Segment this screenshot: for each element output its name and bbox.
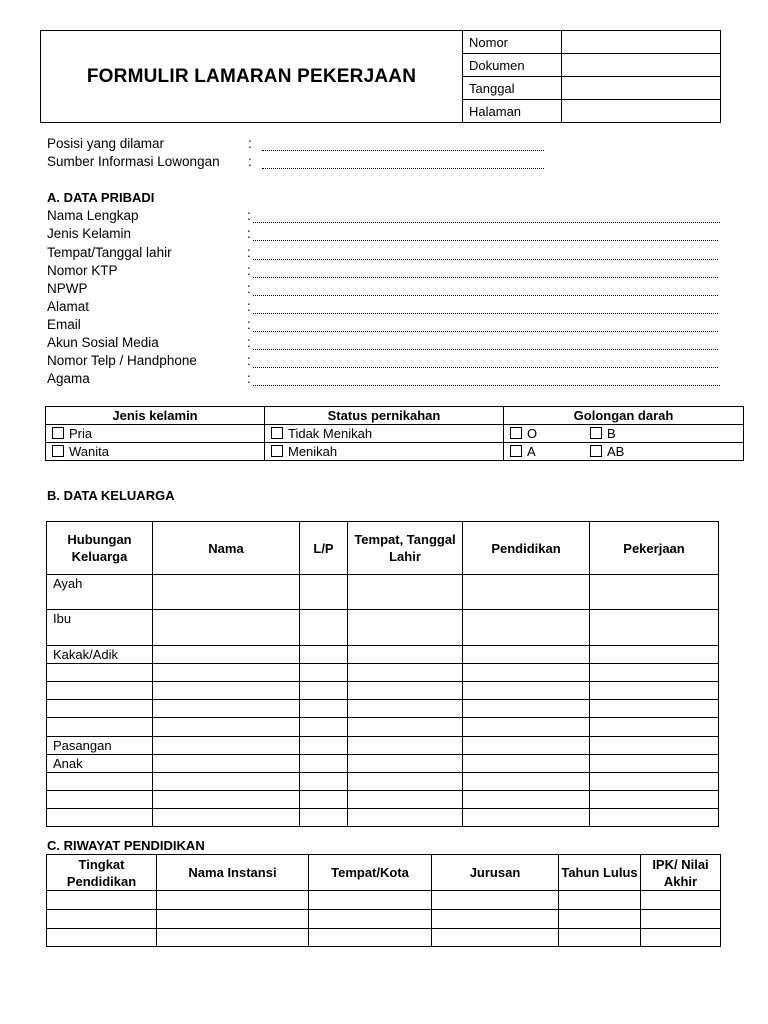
family-row-label: Anak	[47, 755, 153, 773]
education-header-ipk: IPK/ Nilai Akhir	[641, 855, 721, 891]
table-cell[interactable]	[463, 575, 590, 610]
table-row	[47, 891, 721, 910]
table-cell[interactable]	[300, 700, 348, 718]
table-cell[interactable]	[559, 910, 641, 929]
table-cell[interactable]	[463, 809, 590, 827]
field-input-email[interactable]	[253, 330, 718, 332]
education-header-instansi: Nama Instansi	[157, 855, 309, 891]
table-cell[interactable]	[153, 773, 300, 791]
table-row	[47, 929, 721, 947]
form-title: FORMULIR LAMARAN PEKERJAAN	[41, 31, 463, 123]
table-cell[interactable]	[641, 929, 721, 947]
family-row-label	[47, 664, 153, 682]
table-cell[interactable]	[641, 891, 721, 910]
option-pria[interactable]	[46, 425, 265, 443]
field-label-posisi: Posisi yang dilamar	[47, 136, 165, 151]
option-label: B	[607, 426, 616, 441]
header-label-nomor: Nomor	[463, 31, 562, 54]
field-label-tempat-tanggal-lahir: Tempat/Tanggal lahir	[47, 245, 172, 260]
table-cell[interactable]	[348, 737, 463, 755]
family-row-label	[47, 791, 153, 809]
table-cell[interactable]	[348, 718, 463, 737]
option-blood-row-2	[504, 443, 744, 461]
personal-options-table	[45, 406, 744, 461]
option-blood-ab[interactable]	[590, 444, 624, 459]
header-value-halaman[interactable]	[562, 100, 721, 123]
header-label-dokumen: Dokumen	[463, 54, 562, 77]
field-label-nomor-telp: Nomor Telp / Handphone	[47, 353, 197, 368]
table-cell[interactable]	[590, 737, 719, 755]
colon: :	[247, 281, 251, 296]
option-label: AB	[607, 444, 625, 459]
options-header-jenis-kelamin: Jenis kelamin	[46, 407, 265, 425]
field-label-alamat: Alamat	[47, 299, 90, 314]
colon: :	[247, 263, 251, 278]
family-row-label	[47, 809, 153, 827]
table-row	[47, 791, 719, 809]
colon: :	[248, 154, 252, 169]
colon: :	[247, 335, 251, 350]
table-cell[interactable]	[153, 700, 300, 718]
table-cell[interactable]	[348, 809, 463, 827]
table-cell[interactable]	[463, 737, 590, 755]
table-cell[interactable]	[463, 755, 590, 773]
family-header-pekerjaan: Pekerjaan	[590, 522, 719, 575]
colon: :	[247, 353, 251, 368]
table-cell[interactable]	[559, 929, 641, 947]
field-input-alamat[interactable]	[253, 312, 718, 314]
table-cell[interactable]	[463, 718, 590, 737]
family-row-label: Pasangan	[47, 737, 153, 755]
field-input-akun-sosial-media[interactable]	[253, 348, 718, 350]
table-cell[interactable]	[153, 610, 300, 646]
table-cell[interactable]	[153, 575, 300, 610]
table-cell[interactable]	[300, 755, 348, 773]
field-input-sumber-informasi[interactable]	[262, 167, 544, 169]
family-header-lp: L/P	[300, 522, 348, 575]
table-cell[interactable]	[300, 809, 348, 827]
family-header-hubungan: Hubungan Keluarga	[47, 522, 153, 575]
table-row	[47, 682, 719, 700]
options-header-status-pernikahan: Status pernikahan	[265, 407, 504, 425]
field-label-email: Email	[47, 317, 81, 332]
colon: :	[247, 299, 251, 314]
field-label-jenis-kelamin: Jenis Kelamin	[47, 226, 132, 241]
checkbox-icon[interactable]	[271, 445, 283, 457]
header-value-dokumen[interactable]	[562, 54, 721, 77]
table-cell[interactable]	[309, 929, 432, 947]
colon: :	[248, 136, 252, 151]
table-cell[interactable]	[348, 646, 463, 664]
family-row-label	[47, 682, 153, 700]
table-row	[47, 575, 719, 610]
option-tidak-menikah[interactable]	[265, 425, 504, 443]
table-row	[47, 910, 721, 929]
family-row-label	[47, 773, 153, 791]
document-header	[40, 30, 721, 123]
option-blood-a[interactable]	[510, 443, 590, 460]
table-cell[interactable]	[153, 737, 300, 755]
table-cell[interactable]	[300, 791, 348, 809]
table-row	[47, 700, 719, 718]
table-cell[interactable]	[153, 682, 300, 700]
table-cell[interactable]	[348, 664, 463, 682]
table-cell[interactable]	[153, 809, 300, 827]
table-cell[interactable]	[590, 809, 719, 827]
table-cell[interactable]	[463, 682, 590, 700]
colon: :	[247, 208, 251, 223]
header-label-tanggal: Tanggal	[463, 77, 562, 100]
colon: :	[247, 245, 251, 260]
table-cell[interactable]	[463, 773, 590, 791]
checkbox-icon[interactable]	[590, 445, 602, 457]
table-cell[interactable]	[300, 610, 348, 646]
table-cell[interactable]	[590, 755, 719, 773]
field-input-nomor-telp[interactable]	[253, 366, 718, 368]
education-header-kota: Tempat/Kota	[309, 855, 432, 891]
option-wanita[interactable]	[46, 443, 265, 461]
family-row-label: Ibu	[47, 610, 153, 646]
option-label: Wanita	[69, 444, 109, 459]
table-row	[47, 664, 719, 682]
table-cell[interactable]	[432, 891, 559, 910]
education-header-tahun-lulus: Tahun Lulus	[559, 855, 641, 891]
colon: :	[247, 371, 251, 386]
field-label-agama: Agama	[47, 371, 90, 386]
family-row-label	[47, 718, 153, 737]
option-blood-o[interactable]	[510, 425, 590, 442]
checkbox-icon[interactable]	[52, 445, 64, 457]
table-cell[interactable]	[348, 682, 463, 700]
header-label-halaman: Halaman	[463, 100, 562, 123]
table-cell[interactable]	[153, 646, 300, 664]
table-row	[47, 809, 719, 827]
education-table	[46, 854, 721, 947]
family-header-nama: Nama	[153, 522, 300, 575]
header-value-tanggal[interactable]	[562, 77, 721, 100]
table-row	[47, 773, 719, 791]
table-row	[47, 610, 719, 646]
table-cell[interactable]	[153, 718, 300, 737]
section-title-riwayat-pendidikan: C. RIWAYAT PENDIDIKAN	[47, 838, 205, 853]
colon: :	[247, 317, 251, 332]
table-cell[interactable]	[590, 791, 719, 809]
table-cell[interactable]	[590, 718, 719, 737]
table-cell[interactable]	[463, 610, 590, 646]
field-label-sumber-informasi: Sumber Informasi Lowongan	[47, 154, 220, 169]
table-row	[47, 737, 719, 755]
header-value-nomor[interactable]	[562, 31, 721, 54]
table-cell[interactable]	[463, 646, 590, 664]
table-cell[interactable]	[300, 737, 348, 755]
table-cell[interactable]	[153, 755, 300, 773]
table-cell[interactable]	[348, 773, 463, 791]
checkbox-icon[interactable]	[590, 427, 602, 439]
option-menikah[interactable]	[265, 443, 504, 461]
table-cell[interactable]	[590, 575, 719, 610]
table-cell[interactable]	[300, 718, 348, 737]
table-cell[interactable]	[153, 791, 300, 809]
option-label: Pria	[69, 426, 93, 441]
field-label-nomor-ktp: Nomor KTP	[47, 263, 118, 278]
table-cell[interactable]	[641, 910, 721, 929]
field-input-nomor-ktp[interactable]	[253, 276, 718, 278]
table-cell[interactable]	[463, 791, 590, 809]
field-input-tempat-tanggal-lahir[interactable]	[253, 258, 718, 260]
colon: :	[247, 226, 251, 241]
field-label-akun-sosial-media: Akun Sosial Media	[47, 335, 159, 350]
table-cell[interactable]	[432, 929, 559, 947]
option-label: Tidak Menikah	[288, 426, 373, 441]
table-cell[interactable]	[157, 910, 309, 929]
table-cell[interactable]	[348, 700, 463, 718]
table-cell[interactable]	[309, 910, 432, 929]
family-header-ttl: Tempat, Tanggal Lahir	[348, 522, 463, 575]
family-table	[46, 521, 719, 827]
field-label-nama-lengkap: Nama Lengkap	[47, 208, 139, 223]
table-cell[interactable]	[153, 664, 300, 682]
table-cell[interactable]	[300, 682, 348, 700]
table-cell[interactable]	[309, 891, 432, 910]
education-header-tingkat: Tingkat Pendidikan	[47, 855, 157, 891]
table-cell[interactable]	[559, 891, 641, 910]
table-cell[interactable]	[300, 664, 348, 682]
field-input-nama-lengkap[interactable]	[253, 221, 720, 223]
option-label: A	[527, 444, 536, 459]
table-cell[interactable]	[157, 929, 309, 947]
field-label-npwp: NPWP	[47, 281, 88, 296]
table-row	[47, 755, 719, 773]
education-header-jurusan: Jurusan	[432, 855, 559, 891]
table-cell[interactable]	[300, 646, 348, 664]
table-cell[interactable]	[348, 791, 463, 809]
option-blood-b[interactable]	[590, 426, 616, 441]
field-input-agama[interactable]	[253, 384, 720, 386]
table-cell[interactable]	[590, 682, 719, 700]
checkbox-icon[interactable]	[510, 427, 522, 439]
table-cell[interactable]	[47, 929, 157, 947]
checkbox-icon[interactable]	[510, 445, 522, 457]
table-cell[interactable]	[590, 646, 719, 664]
table-cell[interactable]	[47, 891, 157, 910]
family-row-label	[47, 700, 153, 718]
section-title-data-keluarga: B. DATA KELUARGA	[47, 488, 175, 503]
table-cell[interactable]	[157, 891, 309, 910]
table-cell[interactable]	[590, 610, 719, 646]
table-cell[interactable]	[590, 700, 719, 718]
table-cell[interactable]	[463, 664, 590, 682]
checkbox-icon[interactable]	[271, 427, 283, 439]
family-row-label: Kakak/Adik	[47, 646, 153, 664]
options-header-golongan-darah: Golongan darah	[504, 407, 744, 425]
family-row-label: Ayah	[47, 575, 153, 610]
checkbox-icon[interactable]	[52, 427, 64, 439]
table-cell[interactable]	[348, 575, 463, 610]
family-header-pendidikan: Pendidikan	[463, 522, 590, 575]
table-cell[interactable]	[300, 575, 348, 610]
field-input-jenis-kelamin[interactable]	[253, 239, 718, 241]
field-input-posisi[interactable]	[262, 149, 544, 151]
table-cell[interactable]	[463, 700, 590, 718]
option-label: O	[527, 426, 538, 441]
table-cell[interactable]	[590, 664, 719, 682]
option-label: Menikah	[288, 444, 338, 459]
table-cell[interactable]	[300, 773, 348, 791]
table-cell[interactable]	[348, 610, 463, 646]
section-title-data-pribadi: A. DATA PRIBADI	[47, 190, 155, 205]
option-blood-row-1	[504, 425, 744, 443]
table-row	[47, 718, 719, 737]
table-cell[interactable]	[348, 755, 463, 773]
table-cell[interactable]	[432, 910, 559, 929]
table-cell[interactable]	[590, 773, 719, 791]
table-cell[interactable]	[47, 910, 157, 929]
table-row	[47, 646, 719, 664]
field-input-npwp[interactable]	[253, 294, 718, 296]
